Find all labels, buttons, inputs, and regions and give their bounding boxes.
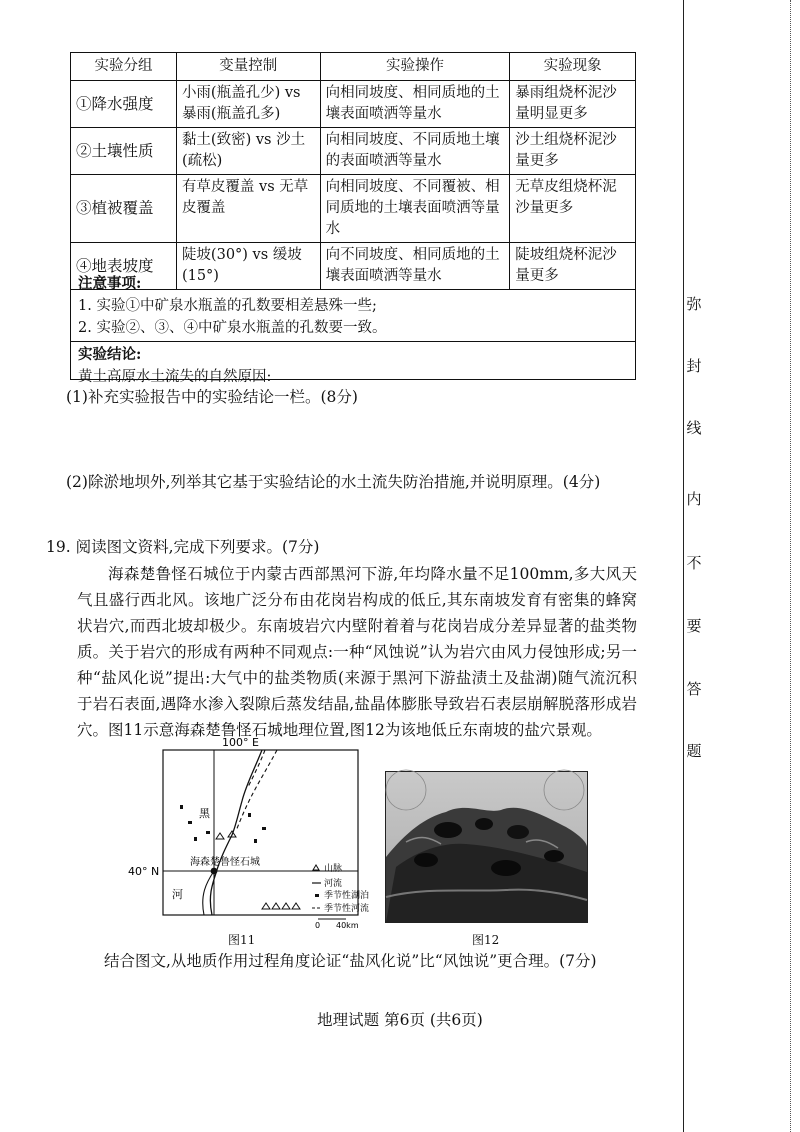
latitude-label: 40° N [128, 865, 160, 878]
seasonal-lake-mark [262, 827, 266, 830]
table-row [71, 128, 636, 175]
mountain-icon [282, 903, 290, 909]
q18-part1: (1)补充实验报告中的实验结论一栏。(8分) [66, 388, 358, 406]
note-item: 2. 实验②、③、④中矿泉水瓶盖的孔数要一致。 [78, 320, 387, 336]
legend-lake-symbol [315, 894, 319, 897]
margin-char: 内 [686, 490, 702, 508]
cell-result: 沙土组烧杯泥沙量更多 [510, 128, 636, 175]
cell-variable: 黏土(致密) vs 沙土(疏松) [176, 128, 320, 175]
notes-box [70, 271, 636, 385]
cell-operation: 向不同坡度、相同质地的土壤表面喷洒等量水 [320, 243, 510, 290]
header-group: 实验分组 [71, 53, 177, 81]
site-point [211, 868, 218, 875]
cell-result: 无草皮组烧杯泥沙量更多 [510, 175, 636, 243]
river-line [210, 750, 262, 915]
page-footer: 地理试题 第6页 (共6页) [317, 1011, 483, 1029]
q19-heading: 19. 阅读图文资料,完成下列要求。(7分) [46, 538, 320, 556]
table-row [71, 175, 636, 243]
margin-char: 不 [686, 554, 702, 572]
river-line-lower [203, 871, 214, 915]
conclusion-text: 黄土高原水土流失的自然原因: [78, 369, 272, 385]
conclusion-title: 实验结论: [78, 346, 142, 363]
cell-operation: 向相同坡度、不同覆被、相同质地的土壤表面喷洒等量水 [320, 175, 510, 243]
margin-char: 弥 [686, 295, 702, 313]
header-result: 实验现象 [510, 53, 636, 81]
cell-group: ③植被覆盖 [71, 175, 177, 243]
mountain-icon [262, 903, 270, 909]
notes-title: 注意事项: [78, 275, 142, 292]
legend-seasonal-river: 季节性河流 [324, 904, 370, 914]
figure11-caption: 图11 [228, 933, 256, 947]
scale-zero: 0 [315, 921, 321, 930]
cell-operation: 向相同坡度、相同质地的土壤表面喷洒等量水 [320, 81, 510, 128]
river-name-2: 河 [172, 888, 183, 901]
seasonal-lake-mark [188, 821, 192, 824]
seasonal-lake-mark [254, 839, 257, 843]
header-variable: 变量控制 [176, 53, 320, 81]
location-map [128, 735, 375, 930]
cell-variable: 陡坡(30°) vs 缓坡(15°) [176, 243, 320, 290]
q19-question: 结合图文,从地质作用过程角度论证“盐风化说”比“风蚀说”更合理。(7分) [104, 952, 597, 970]
cell-result: 暴雨组烧杯泥沙量明显更多 [510, 81, 636, 128]
seasonal-lake-mark [180, 805, 183, 809]
mountain-icon [272, 903, 280, 909]
dotted-edge [790, 0, 791, 1132]
legend-lake: 季节性湖泊 [324, 891, 370, 901]
mountain-icon [216, 833, 224, 839]
salt-cave-photo [385, 771, 588, 923]
longitude-label: 100° E [222, 736, 259, 749]
margin-char: 封 [686, 357, 702, 375]
mountain-icon [292, 903, 300, 909]
conclusion-section [71, 341, 635, 390]
legend-mountain: 山脉 [324, 864, 343, 874]
scale-label: 40km [336, 921, 359, 930]
legend-mountain-icon [313, 865, 319, 870]
margin-char: 题 [686, 742, 702, 760]
cell-group: ①降水强度 [71, 81, 177, 128]
margin-char: 线 [686, 419, 702, 437]
cell-operation: 向相同坡度、不同质地土壤的表面喷洒等量水 [320, 128, 510, 175]
note-item: 1. 实验①中矿泉水瓶盖的孔数要相差悬殊一些; [78, 298, 377, 314]
seasonal-river-line [248, 750, 265, 787]
figure12-caption: 图12 [472, 933, 500, 947]
site-label: 海森楚鲁怪石城 [190, 857, 260, 868]
margin-char: 答 [686, 680, 702, 698]
cell-variable: 小雨(瓶盖孔少) vs 暴雨(瓶盖孔多) [176, 81, 320, 128]
header-operation: 实验操作 [320, 53, 510, 81]
photo-drawing [386, 772, 587, 922]
seasonal-lake-mark [206, 831, 210, 834]
legend-river: 河流 [324, 879, 343, 889]
table-row [71, 81, 636, 128]
seasonal-lake-mark [248, 813, 251, 817]
table-header-row [71, 53, 636, 81]
seasonal-lake-mark [194, 837, 197, 841]
cell-variable: 有草皮覆盖 vs 无草皮覆盖 [176, 175, 320, 243]
experiment-table [70, 52, 636, 290]
cell-group: ②土壤性质 [71, 128, 177, 175]
q19-paragraph: 海森楚鲁怪石城位于内蒙古西部黑河下游,年均降水量不足100mm,多大风天气且盛行西北风。该地广泛分布由花岗岩构成的低丘,其东南坡发育有密集的蜂窝状岩穴,而西北坡却极少。东南坡岩穴内壁附着着与花岗岩成分差异显著的盐类物质。关于岩穴的形成有两种不同观点:一种“风蚀说”认为岩穴由风力侵蚀形成;另一种“盐风化说”提出:大气中的盐类物质(来源于黑河下游盐渍土及盐湖)随气流沉积于岩石表面,遇降水渗入裂隙后蒸发结晶,盐晶体膨胀导致岩石表层崩解脱落形成岩穴。图11示意海森楚鲁怪石城地理位置,图12为该地低丘东南坡的盐穴景观。 [77, 565, 637, 739]
notes-section [71, 271, 635, 341]
q18-part2: (2)除淤地坝外,列举其它基于实验结论的水土流失防治措施,并说明原理。(4分) [66, 473, 601, 491]
cell-group: ④地表坡度 [71, 243, 177, 290]
river-name-1: 黑 [199, 807, 210, 820]
margin-char: 要 [686, 617, 702, 635]
cell-result: 陡坡组烧杯泥沙量更多 [510, 243, 636, 290]
